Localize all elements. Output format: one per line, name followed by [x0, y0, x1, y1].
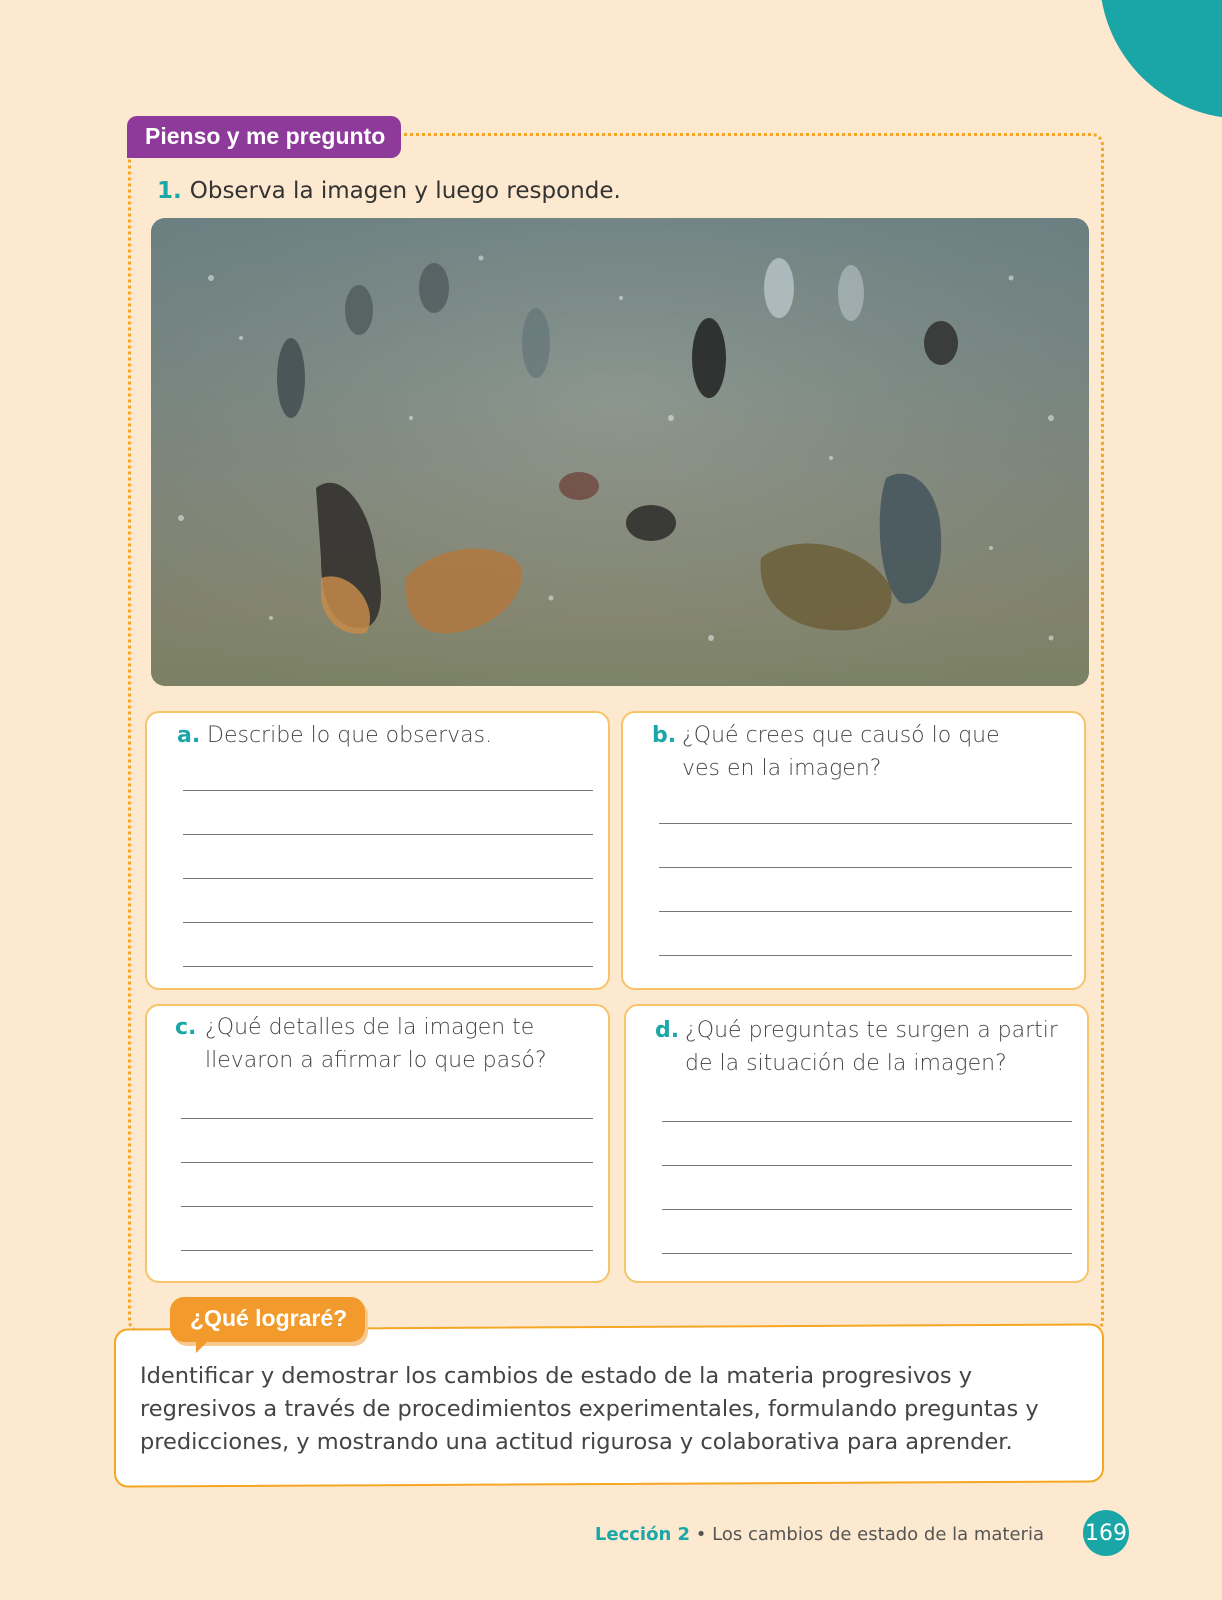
corner-decoration: [1081, 0, 1222, 121]
goal-title: ¿Qué lograré?: [170, 1297, 365, 1342]
answer-line[interactable]: [659, 867, 1072, 868]
prompt-a: [177, 719, 597, 752]
answer-box-b: [621, 711, 1086, 990]
footer-lesson: [595, 1524, 1044, 1545]
prompt-text: Describe lo que observas.: [207, 723, 493, 748]
answer-line[interactable]: [181, 1250, 593, 1251]
prompt-c: [175, 1011, 600, 1077]
question-number: 1.: [157, 178, 182, 204]
prompt-d: [655, 1014, 1070, 1080]
answer-box-c: [145, 1004, 610, 1283]
prompt-letter: b.: [652, 723, 677, 748]
prompt-text: ¿Qué preguntas te surgen a partir de la situación de la imagen?: [685, 1018, 1058, 1076]
question-1: [157, 178, 621, 204]
goal-tag-pointer: [196, 1335, 214, 1353]
answer-line[interactable]: [183, 878, 593, 879]
answer-line[interactable]: [183, 790, 593, 791]
answer-line[interactable]: [662, 1165, 1072, 1166]
prompt-letter: d.: [655, 1018, 680, 1043]
prompt-text: ¿Qué detalles de la imagen te llevaron a afirmar lo que pasó?: [205, 1015, 547, 1073]
answer-line[interactable]: [662, 1121, 1072, 1122]
question-text: Observa la imagen y luego responde.: [189, 178, 621, 204]
page-number: 169: [1083, 1510, 1129, 1556]
footer-separator: •: [690, 1524, 713, 1545]
section-title: Pienso y me pregunto: [127, 116, 401, 158]
prompt-letter: a.: [177, 723, 201, 748]
answer-line[interactable]: [181, 1118, 593, 1119]
answer-box-d: [624, 1004, 1089, 1283]
answer-box-a: [145, 711, 610, 990]
goal-text: Identificar y demostrar los cambios de estado de la materia progresivos y regresivos a través de procedimientos experimentales, formulando preguntas y predicciones, y mostrando una actitud rigurosa y colaborativa para aprender.: [140, 1363, 1039, 1455]
answer-line[interactable]: [181, 1206, 593, 1207]
answer-line[interactable]: [183, 834, 593, 835]
answer-line[interactable]: [659, 955, 1072, 956]
answer-line[interactable]: [659, 911, 1072, 912]
answer-line[interactable]: [659, 823, 1072, 824]
answer-line[interactable]: [183, 922, 593, 923]
handprint-image: [151, 218, 1089, 686]
answer-line[interactable]: [662, 1209, 1072, 1210]
prompt-text: ¿Qué crees que causó lo que ves en la imagen?: [682, 723, 1000, 781]
lesson-topic: Los cambios de estado de la materia: [712, 1524, 1044, 1545]
lesson-label: Lección 2: [594, 1524, 691, 1545]
answer-line[interactable]: [662, 1253, 1072, 1254]
photo-handprints-on-fogged-glass: [151, 218, 1089, 686]
answer-line[interactable]: [183, 966, 593, 967]
prompt-letter: c.: [175, 1015, 197, 1040]
prompt-b: [652, 719, 1042, 785]
answer-line[interactable]: [181, 1162, 593, 1163]
